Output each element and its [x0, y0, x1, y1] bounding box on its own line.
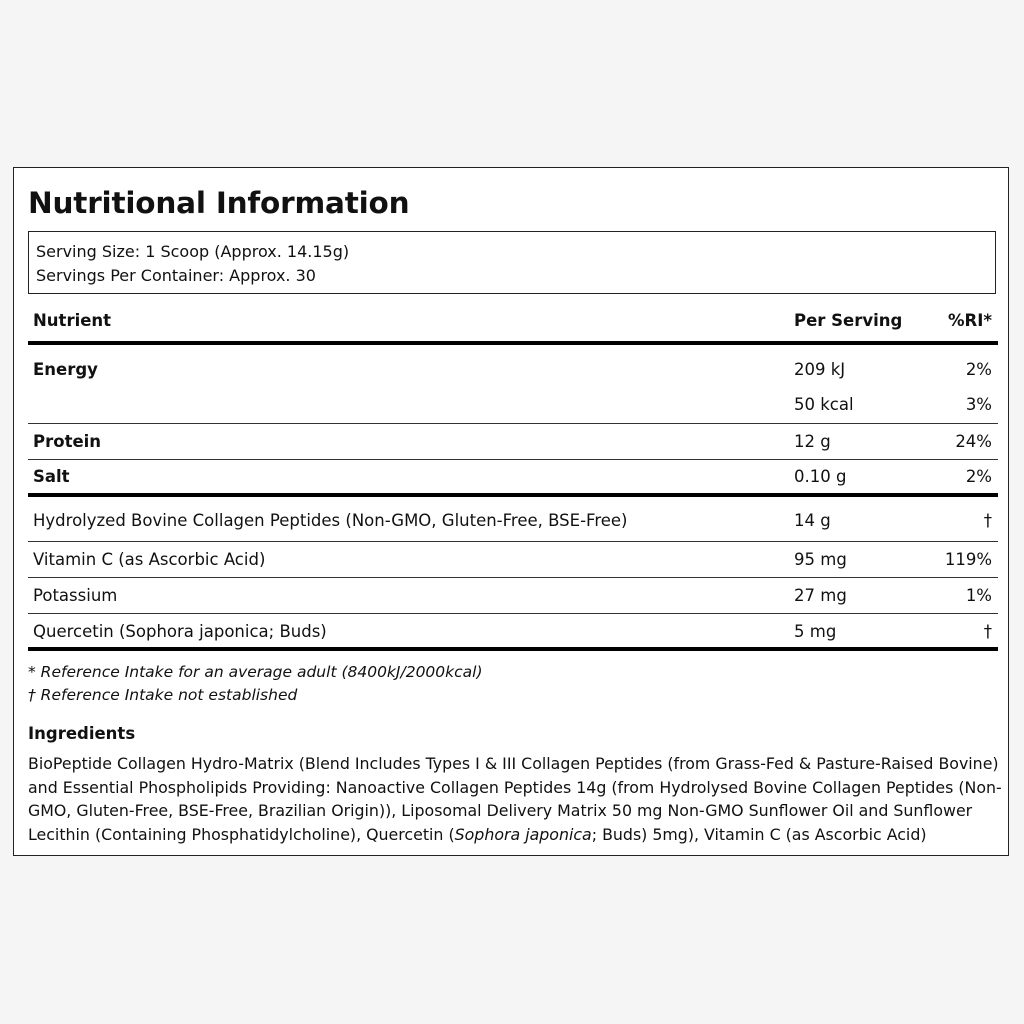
header-ri: %RI*	[947, 311, 992, 330]
nutrient-ri: 2%	[965, 467, 992, 486]
header-per-serving: Per Serving	[794, 311, 903, 330]
nutrient-amount: 5 mg	[794, 622, 837, 641]
nutrient-ri: †	[983, 622, 992, 641]
nutrient-name: Quercetin (Sophora japonica; Buds)	[33, 622, 327, 641]
nutrient-amount: 14 g	[794, 511, 831, 530]
nutrient-ri: 1%	[965, 586, 992, 605]
ingredients-text	[28, 752, 1000, 846]
nutrient-name: Protein	[33, 432, 102, 451]
nutrient-name: Potassium	[33, 586, 118, 605]
ingredients-line: BioPeptide Collagen Hydro-Matrix (Blend Includes Types I & III Collagen Peptides (from Grass-Fed & Pasture-Raised Bovine)	[28, 754, 999, 773]
energy-kcal: 50 kcal	[794, 395, 854, 414]
table-row-protein	[28, 424, 998, 460]
table-row-vitamin-c	[28, 542, 998, 578]
servings-per-container: Servings Per Container: Approx. 30	[36, 266, 316, 285]
nutrition-panel	[13, 167, 1009, 856]
nutrient-ri: 119%	[944, 550, 992, 569]
nutrient-name: Hydrolyzed Bovine Collagen Peptides (Non-GMO, Gluten-Free, BSE-Free)	[33, 511, 628, 530]
footnote-not-established: † Reference Intake not established	[28, 686, 298, 704]
nutrient-ri: 24%	[955, 432, 992, 451]
nutrient-name: Vitamin C (as Ascorbic Acid)	[33, 550, 266, 569]
nutrient-amount: 12 g	[794, 432, 831, 451]
nutrient-ri: †	[983, 511, 992, 530]
table-row-energy	[28, 345, 998, 424]
ingredients-heading: Ingredients	[28, 724, 136, 743]
ingredients-line: and Essential Phospholipids Providing: Nanoactive Collagen Peptides 14g (from Hydrolysed Bovine Collagen Peptides (Non-	[28, 777, 1002, 797]
table-row-collagen	[28, 497, 998, 542]
nutrition-table	[28, 301, 998, 651]
table-row-salt	[28, 460, 998, 497]
nutrient-name: Energy	[33, 360, 98, 379]
serving-info-box	[28, 231, 996, 294]
table-row-potassium	[28, 578, 998, 614]
nutrient-amount: 95 mg	[794, 550, 847, 569]
header-nutrient: Nutrient	[33, 311, 112, 330]
nutrient-amount: 0.10 g	[794, 467, 847, 486]
ingredients-botanical-name: Sophora japonica	[454, 824, 592, 844]
nutrient-amount: 27 mg	[794, 586, 847, 605]
table-row-quercetin	[28, 614, 998, 651]
table-header-row	[28, 301, 998, 345]
ingredients-line: GMO, Gluten-Free, BSE-Free, Brazilian Origin)), Liposomal Delivery Matrix 50 mg Non-GMO Sunflower Oil and Sunflower	[28, 801, 973, 820]
nutrient-name: Salt	[33, 467, 70, 486]
page-title: Nutritional Information	[28, 186, 410, 220]
ingredients-line	[28, 823, 1000, 847]
serving-size: Serving Size: 1 Scoop (Approx. 14.15g)	[36, 242, 350, 261]
energy-kj: 209 kJ	[794, 360, 846, 379]
ingredients-text-segment: ; Buds) 5mg), Vitamin C (as Ascorbic Acid)	[591, 824, 927, 844]
energy-kcal-ri: 3%	[965, 395, 992, 414]
footnotes	[28, 661, 483, 707]
energy-kj-ri: 2%	[965, 360, 992, 379]
ingredients-text-segment: Lecithin (Containing Phosphatidylcholine), Quercetin (	[28, 824, 455, 844]
footnote-ri: * Reference Intake for an average adult (8400kJ/2000kcal)	[28, 663, 483, 681]
